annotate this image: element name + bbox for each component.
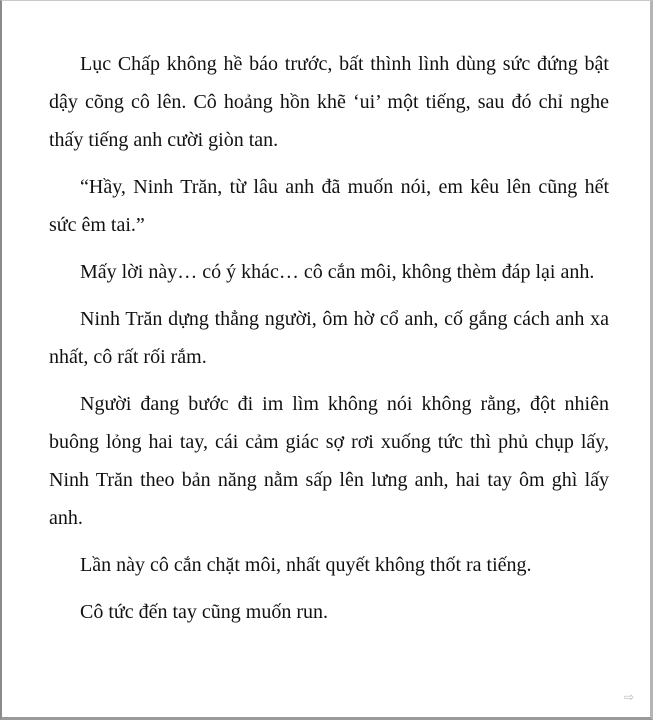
paragraph-3: Mấy lời này… có ý khác… cô cắn môi, không thèm đáp lại anh. <box>80 261 595 283</box>
paragraph-4: Ninh Trăn dựng thẳng người, ôm hờ cổ anh, cố gắng cách anh xa nhất, cô rất rối rắm. <box>49 308 609 368</box>
paragraph-7: Cô tức đến tay cũng muốn run. <box>80 601 329 623</box>
arrow-right-icon[interactable]: ⇨ <box>623 690 635 704</box>
document-page <box>49 45 609 640</box>
paragraph-5: Người đang bước đi im lìm không nói không rằng, đột nhiên buông lỏng hai tay, cái cảm giác sợ rơi xuống tức thì phủ chụp lấy, Ninh Trăn theo bản năng nằm sấp lên lưng anh, hai tay ôm ghì lấy anh. <box>49 393 609 529</box>
paragraph-1: Lục Chấp không hề báo trước, bất thình lình dùng sức đứng bật dậy cõng cô lên. Cô hoảng hồn khẽ ‘ui’ một tiếng, sau đó chỉ nghe thấy tiếng anh cười giòn tan. <box>49 53 609 151</box>
paragraph-2: “Hầy, Ninh Trăn, từ lâu anh đã muốn nói, em kêu lên cũng hết sức êm tai.” <box>49 176 609 236</box>
paragraph-6: Lần này cô cắn chặt môi, nhất quyết không thốt ra tiếng. <box>80 554 532 576</box>
